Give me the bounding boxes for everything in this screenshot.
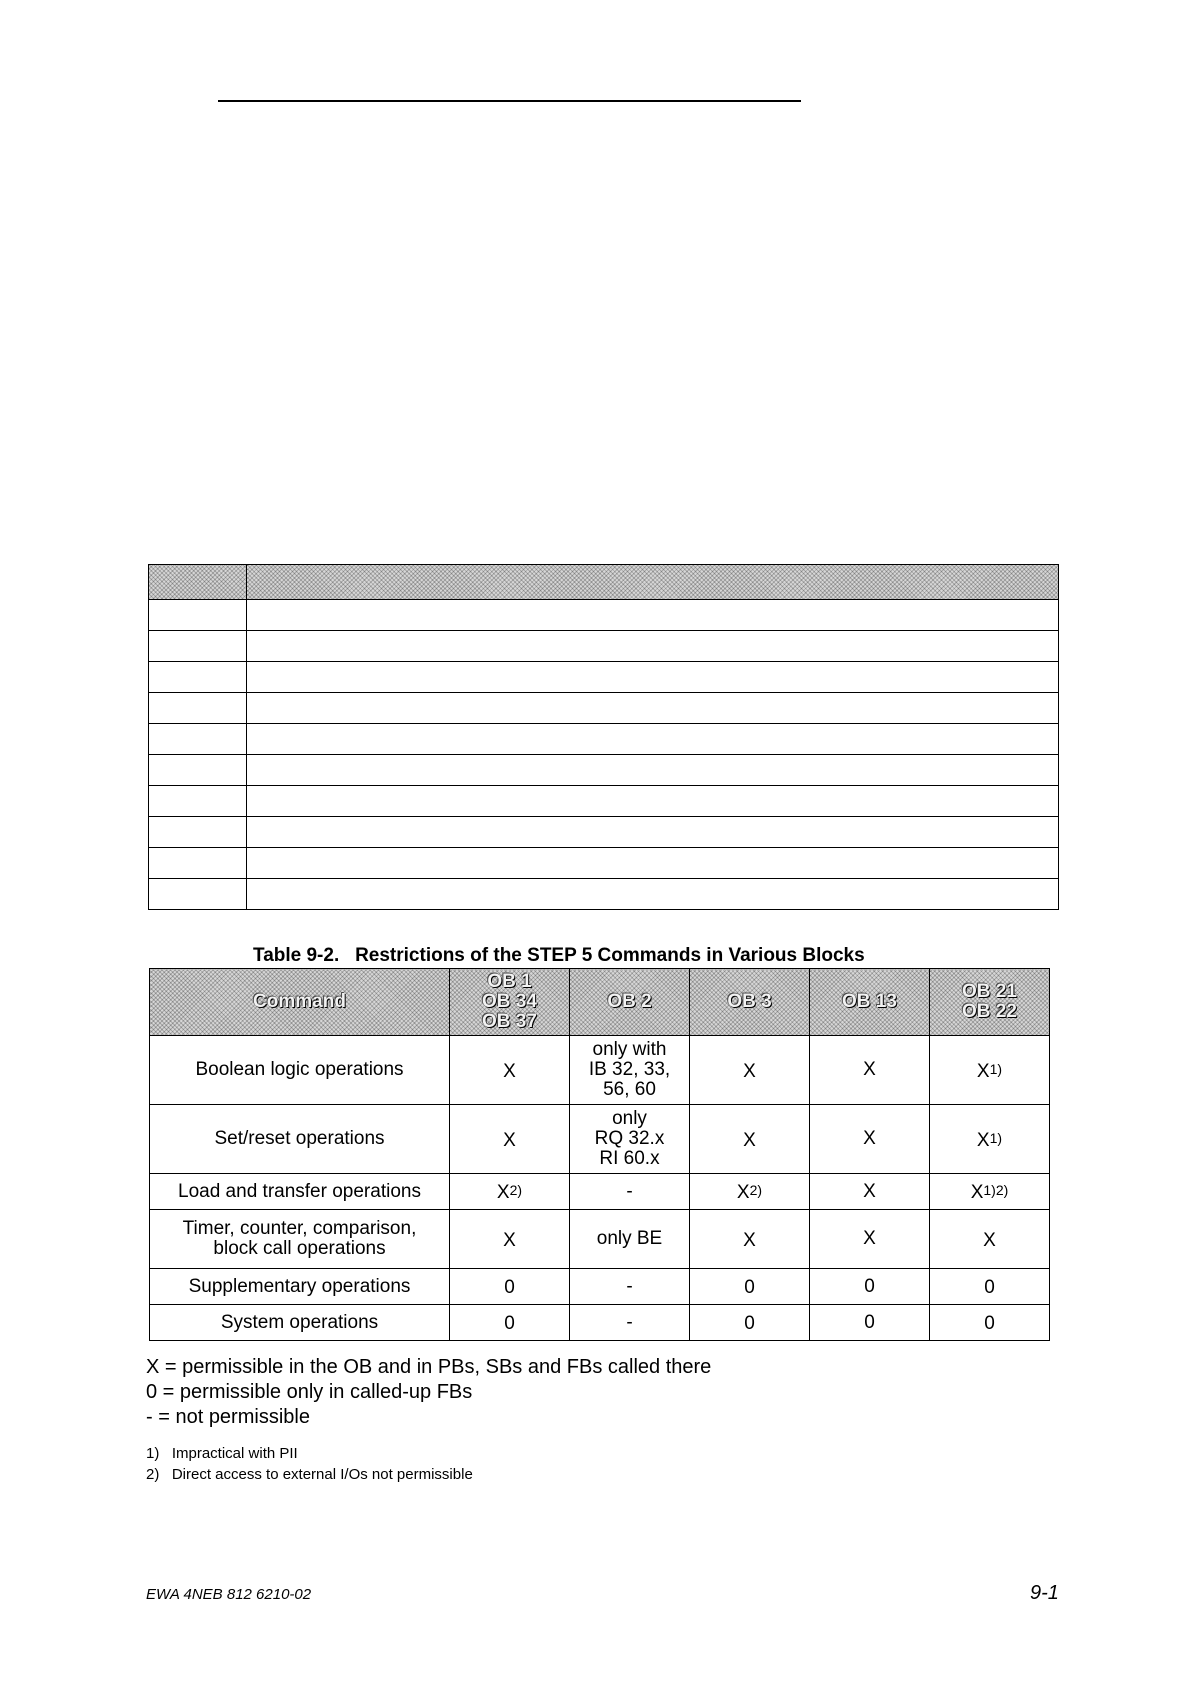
empty-cell: [247, 600, 1059, 631]
empty-cell: [247, 786, 1059, 817]
empty-cell: [247, 817, 1059, 848]
ob3-cell: X: [690, 1105, 810, 1174]
empty-cell: [149, 817, 247, 848]
ob21-cell: $X^{1)}$: [930, 1105, 1050, 1174]
empty-cell: [149, 662, 247, 693]
legend: [146, 1355, 711, 1430]
column-header-ob3: OB 3: [690, 969, 810, 1036]
command-cell: Supplementary operations: [150, 1269, 450, 1305]
empty-cell: [247, 631, 1059, 662]
empty-cell: [247, 693, 1059, 724]
ob21-cell: $X^{1)}$: [930, 1036, 1050, 1105]
ob3-cell: $X^{2)}$: [690, 1174, 810, 1210]
legend-item: 0 = permissible only in called-up FBs: [146, 1381, 473, 1403]
page-number: 9-1: [1030, 1582, 1059, 1604]
empty-cell: [149, 600, 247, 631]
ob2-cell: -: [570, 1305, 690, 1341]
ob2-cell: only with IB 32, 33, 56, 60: [570, 1036, 690, 1105]
ob1-cell: $X^{2)}$: [450, 1174, 570, 1210]
empty-cell: [247, 879, 1059, 910]
ob21-cell: 0: [930, 1269, 1050, 1305]
column-header-ob21: OB 21 OB 22: [930, 969, 1050, 1036]
empty-cell: [247, 755, 1059, 786]
ob3-cell: X: [690, 1210, 810, 1269]
empty-cell: [149, 755, 247, 786]
ob3-cell: 0: [690, 1269, 810, 1305]
ob1-cell: X: [450, 1210, 570, 1269]
legend-item: - = not permissible: [146, 1406, 310, 1428]
command-cell: Boolean logic operations: [150, 1036, 450, 1105]
empty-cell: [247, 724, 1059, 755]
empty-table-header-cell: [149, 565, 247, 600]
column-header-ob1: OB 1 OB 34 OB 37: [450, 969, 570, 1036]
table-row: [150, 1305, 1050, 1341]
table-row: [150, 1269, 1050, 1305]
ob13-cell: X: [810, 1105, 930, 1174]
empty-cell: [149, 693, 247, 724]
ob1-cell: X: [450, 1105, 570, 1174]
ob13-cell: X: [810, 1036, 930, 1105]
ob1-cell: X: [450, 1036, 570, 1105]
footnote: 1) Impractical with PII: [146, 1445, 298, 1462]
footnotes: [146, 1443, 473, 1485]
empty-table: [148, 564, 1059, 910]
ob2-cell: only RQ 32.x RI 60.x: [570, 1105, 690, 1174]
command-cell: System operations: [150, 1305, 450, 1341]
top-rule: [218, 100, 801, 102]
empty-cell: [149, 879, 247, 910]
ob13-cell: X: [810, 1210, 930, 1269]
table-row: [150, 1105, 1050, 1174]
empty-cell: [247, 662, 1059, 693]
command-cell: Set/reset operations: [150, 1105, 450, 1174]
legend-item: X = permissible in the OB and in PBs, SBs and FBs called there: [146, 1356, 712, 1378]
document-id: EWA 4NEB 812 6210-02: [146, 1586, 312, 1603]
restrictions-table: [149, 968, 1050, 1341]
column-header-ob13: OB 13: [810, 969, 930, 1036]
ob21-cell: $X^{1)2)}$: [930, 1174, 1050, 1210]
ob13-cell: 0: [810, 1305, 930, 1341]
ob21-cell: X: [930, 1210, 1050, 1269]
table-row: [150, 1036, 1050, 1105]
column-header-command: Command: [150, 969, 450, 1036]
table-caption: Table 9-2. Restrictions of the STEP 5 Commands in Various Blocks: [253, 945, 865, 966]
ob21-cell: 0: [930, 1305, 1050, 1341]
table-row: [150, 1174, 1050, 1210]
empty-cell: [247, 848, 1059, 879]
ob3-cell: 0: [690, 1305, 810, 1341]
ob2-cell: only BE: [570, 1210, 690, 1269]
empty-cell: [149, 786, 247, 817]
ob13-cell: X: [810, 1174, 930, 1210]
ob1-cell: 0: [450, 1269, 570, 1305]
empty-table-header-cell: [247, 565, 1059, 600]
empty-cell: [149, 724, 247, 755]
empty-cell: [149, 848, 247, 879]
footnote: 2) Direct access to external I/Os not permissible: [146, 1466, 473, 1483]
ob3-cell: X: [690, 1036, 810, 1105]
empty-cell: [149, 631, 247, 662]
ob2-cell: -: [570, 1269, 690, 1305]
table-row: [150, 1210, 1050, 1269]
column-header-ob2: OB 2: [570, 969, 690, 1036]
ob13-cell: 0: [810, 1269, 930, 1305]
command-cell: Load and transfer operations: [150, 1174, 450, 1210]
ob2-cell: -: [570, 1174, 690, 1210]
command-cell: Timer, counter, comparison, block call operations: [150, 1210, 450, 1269]
ob1-cell: 0: [450, 1305, 570, 1341]
